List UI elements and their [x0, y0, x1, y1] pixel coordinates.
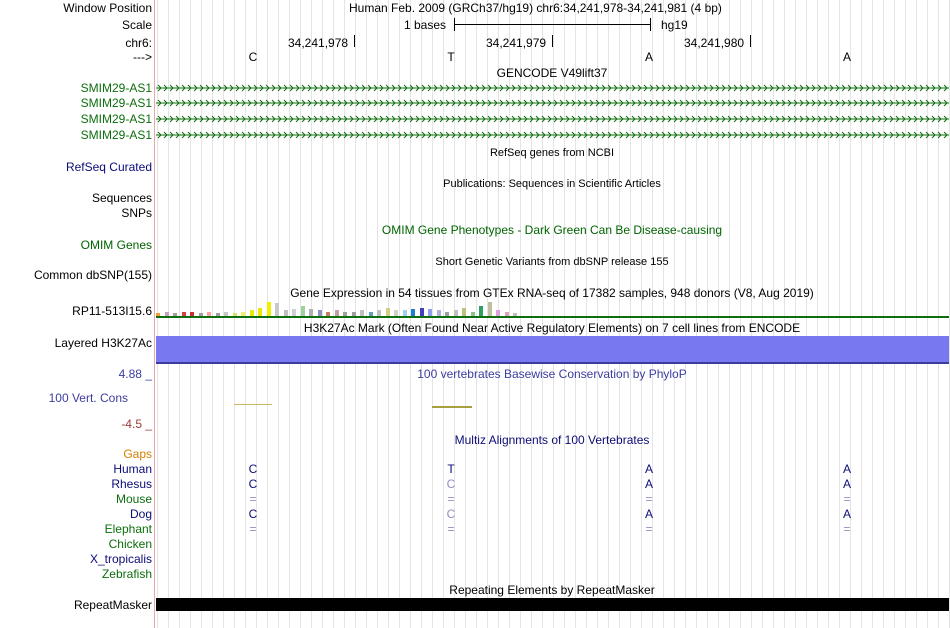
multiz-base: = [843, 522, 851, 536]
multiz-base: C [446, 507, 456, 521]
gtex-gene-line[interactable] [156, 316, 949, 318]
multiz-base: A [644, 477, 653, 491]
window-position-text: Human Feb. 2009 (GRCh37/hg19) chr6:34,241,978-34,241,981 (4 bp) [349, 1, 722, 15]
gencode-transcript-3[interactable] [156, 115, 949, 123]
multiz-species-label[interactable]: Dog [129, 507, 152, 521]
phylop-signal-2[interactable] [432, 406, 472, 408]
gencode-item-label-1[interactable]: SMIM29-AS1 [80, 81, 152, 95]
multiz-base: = [645, 522, 653, 536]
position-tick-mark-1 [354, 35, 355, 47]
scale-assembly: hg19 [661, 18, 688, 32]
repeatmasker-track-title[interactable]: Repeating Elements by RepeatMasker [449, 583, 655, 597]
gtex-tissue-bar[interactable] [488, 302, 492, 316]
gtex-tissue-bar[interactable] [479, 306, 483, 316]
gtex-tissue-bar[interactable] [301, 306, 305, 316]
position-tick-mark-2 [552, 35, 553, 47]
gtex-tissue-bar[interactable] [309, 309, 313, 316]
h3k27ac-track-label[interactable]: Layered H3K27Ac [54, 336, 152, 350]
multiz-base: C [248, 477, 258, 491]
scale-label: Scale [121, 18, 152, 32]
multiz-base: = [249, 522, 257, 536]
multiz-base: C [446, 477, 456, 491]
gencode-item-label-2[interactable]: SMIM29-AS1 [80, 96, 152, 110]
gtex-tissue-bar[interactable] [420, 308, 424, 316]
omim-track-title[interactable]: OMIM Gene Phenotypes - Dark Green Can Be Disease-causing [381, 223, 723, 237]
h3k27ac-track-title[interactable]: H3K27Ac Mark (Often Found Near Active Regulatory Elements) on 7 cell lines from ENCODE [303, 321, 801, 335]
gencode-track-title[interactable]: GENCODE V49lift37 [496, 66, 608, 80]
multiz-base: A [842, 507, 851, 521]
gtex-tissue-bar[interactable] [258, 308, 262, 316]
ref-base-2: T [447, 50, 455, 64]
phylop-min-label: -4.5 _ [121, 417, 152, 431]
multiz-base: = [447, 522, 455, 536]
multiz-species-label[interactable]: Zebrafish [101, 567, 152, 581]
publications-label-sequences[interactable]: Sequences [91, 191, 152, 205]
scale-text: 1 bases [404, 18, 447, 32]
refseq-track-label[interactable]: RefSeq Curated [65, 160, 152, 174]
position-tick-1: 34,241,978 [288, 36, 349, 50]
gencode-transcript-1[interactable] [156, 84, 949, 92]
multiz-species-label[interactable]: Human [113, 462, 152, 476]
ref-base-1: C [248, 50, 258, 64]
multiz-base: T [447, 462, 455, 476]
multiz-species-label[interactable]: X_tropicalis [89, 552, 152, 566]
multiz-species-label[interactable]: Rhesus [111, 477, 152, 491]
position-tick-2: 34,241,979 [486, 36, 547, 50]
publications-label-snps[interactable]: SNPs [121, 206, 152, 220]
phylop-max-label: 4.88 _ [118, 367, 152, 381]
ref-base-3: A [644, 50, 653, 64]
multiz-base: A [644, 507, 653, 521]
chrom-label: chr6: [125, 36, 152, 50]
dbsnp-track-title[interactable]: Short Genetic Variants from dbSNP release 155 [435, 256, 669, 268]
multiz-base: = [843, 492, 851, 506]
position-tick-mark-3 [750, 35, 751, 47]
phylop-track-title[interactable]: 100 vertebrates Basewise Conservation by PhyloP [417, 367, 687, 381]
omim-track-label[interactable]: OMIM Genes [80, 238, 152, 252]
phylop-track-label[interactable]: 100 Vert. Cons [48, 391, 128, 405]
refseq-track-title[interactable]: RefSeq genes from NCBI [489, 147, 615, 159]
gtex-gene-label[interactable]: RP11-513I15.6 [72, 304, 152, 318]
position-tick-3: 34,241,980 [684, 36, 745, 50]
publications-track-title[interactable]: Publications: Sequences in Scientific Articles [443, 178, 661, 190]
multiz-base: C [248, 462, 258, 476]
gtex-tissue-bar[interactable] [267, 302, 271, 316]
ref-base-4: A [842, 50, 851, 64]
multiz-species-label[interactable]: Mouse [115, 492, 152, 506]
multiz-species-label[interactable]: Elephant [104, 522, 152, 536]
dbsnp-track-label[interactable]: Common dbSNP(155) [33, 268, 152, 282]
multiz-base: A [842, 477, 851, 491]
scale-bar-right-tick [650, 18, 651, 31]
gencode-transcript-2[interactable] [156, 99, 949, 107]
gtex-tissue-bar[interactable] [386, 308, 390, 316]
gtex-tissue-bar[interactable] [462, 308, 466, 316]
gtex-tissue-bar[interactable] [275, 303, 279, 316]
strand-label: ---> [133, 50, 152, 64]
repeatmasker-track-label[interactable]: RepeatMasker [73, 598, 152, 612]
gtex-tissue-bar[interactable] [411, 309, 415, 316]
window-position-label: Window Position [63, 1, 152, 15]
gtex-expression-bars[interactable] [156, 300, 949, 316]
multiz-base: A [644, 462, 653, 476]
gtex-tissue-bar[interactable] [428, 309, 432, 316]
multiz-base: A [842, 462, 851, 476]
multiz-base: = [447, 492, 455, 506]
gtex-track-title[interactable]: Gene Expression in 54 tissues from GTEx RNA-seq of 17382 samples, 948 donors (V8, Aug 2019) [290, 286, 814, 300]
multiz-species-label[interactable]: Chicken [108, 537, 152, 551]
gtex-tissue-bar[interactable] [292, 309, 296, 316]
gencode-item-label-3[interactable]: SMIM29-AS1 [80, 112, 152, 126]
multiz-base: = [645, 492, 653, 506]
gencode-item-label-4[interactable]: SMIM29-AS1 [80, 128, 152, 142]
scale-bar-left-tick [454, 18, 455, 31]
gencode-transcript-4[interactable] [156, 131, 949, 139]
multiz-base: C [248, 507, 258, 521]
multiz-track-title[interactable]: Multiz Alignments of 100 Vertebrates [454, 433, 650, 447]
phylop-signal-1[interactable] [234, 404, 272, 405]
multiz-gaps-label[interactable]: Gaps [123, 447, 152, 461]
multiz-base: = [249, 492, 257, 506]
h3k27ac-signal[interactable] [156, 336, 949, 364]
repeatmasker-element[interactable] [156, 598, 949, 611]
scale-bar [454, 24, 651, 25]
